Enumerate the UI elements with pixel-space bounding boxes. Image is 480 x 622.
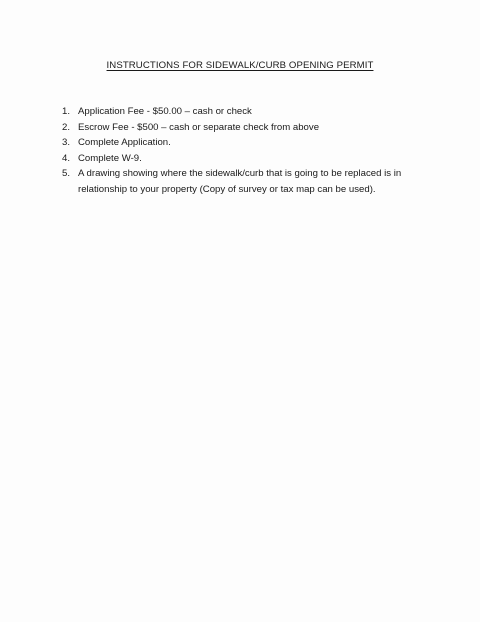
item-text: A drawing showing where the sidewalk/curb that is going to be replaced is in relationship to your property (Copy of survey or tax map can be used). bbox=[78, 168, 402, 195]
item-number: 3. bbox=[62, 137, 71, 149]
item-number: 1. bbox=[62, 106, 71, 117]
list-item bbox=[62, 166, 442, 197]
item-number: 5. bbox=[62, 168, 71, 180]
document-title: INSTRUCTIONS FOR SIDEWALK/CURB OPENING PERMIT bbox=[106, 60, 374, 71]
item-number: 4. bbox=[62, 152, 71, 164]
item-text: Escrow Fee - $500 – cash or separate check from above bbox=[78, 121, 320, 133]
item-text: Application Fee - $50.00 – cash or check bbox=[78, 106, 252, 117]
item-text: Complete W-9. bbox=[78, 152, 142, 164]
list-item bbox=[62, 151, 442, 167]
instructions-list bbox=[62, 104, 442, 198]
list-item bbox=[62, 120, 442, 136]
list-item bbox=[62, 104, 442, 120]
list-item bbox=[62, 135, 442, 151]
item-text: Complete Application. bbox=[78, 137, 171, 149]
item-number: 2. bbox=[62, 121, 71, 133]
